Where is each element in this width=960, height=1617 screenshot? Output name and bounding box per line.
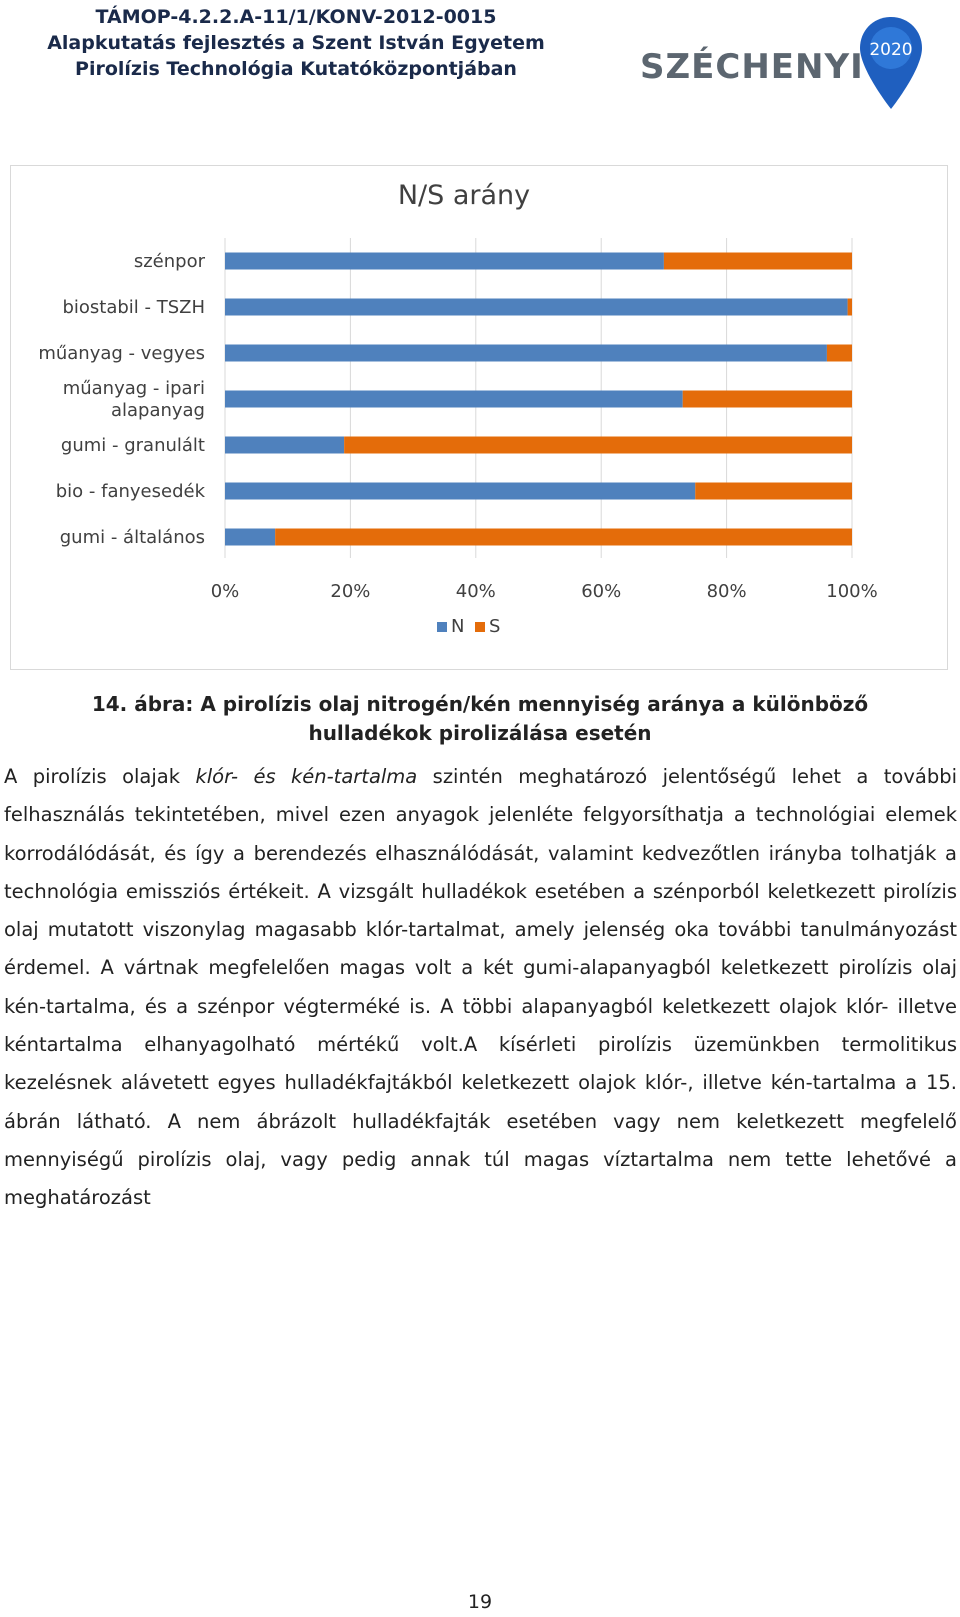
- bar-S: [695, 483, 852, 500]
- category-label: műanyag - ipari: [62, 378, 205, 399]
- bar-N: [225, 437, 344, 454]
- caption-line-1: 14. ábra: A pirolízis olaj nitrogén/kén mennyiség aránya a különböző: [91, 692, 869, 716]
- page-header: [0, 0, 960, 120]
- project-subtitle: Pirolízis Technológia Kutatóközpontjában: [75, 58, 517, 80]
- bar-N: [225, 253, 664, 270]
- project-title: Alapkutatás fejlesztés a Szent István Egyetem: [47, 32, 545, 54]
- bar-S: [827, 345, 852, 362]
- category-label: biostabil - TSZH: [62, 297, 205, 318]
- figure-caption: [0, 690, 960, 748]
- body-paragraph: [4, 758, 957, 1218]
- x-tick-label: 20%: [330, 581, 371, 602]
- bar-N: [225, 345, 827, 362]
- bar-N: [225, 391, 683, 408]
- legend-label: N: [451, 616, 465, 637]
- page-number: 19: [467, 1591, 493, 1613]
- caption-line-2: hulladékok pirolizálása esetén: [308, 721, 652, 745]
- project-header: [46, 4, 546, 82]
- x-tick-label: 80%: [706, 581, 747, 602]
- category-label: műanyag - vegyes: [38, 343, 205, 364]
- bar-N: [225, 299, 848, 316]
- bar-N: [225, 483, 695, 500]
- x-tick-label: 60%: [581, 581, 622, 602]
- logo-year: 2020: [869, 40, 913, 60]
- x-tick-label: 0%: [210, 581, 240, 602]
- body-text-rest: szintén meghatározó jelentőségű lehet a további felhasználás tekintetében, mivel ezen anyagok jelenléte felgyorsíthatja a technológiai elemek korrodálódását, és így a berendezés elhasználódását, valamint kedvezőtlen irányba tolhatják a technológia emissziós értékeit. A vizsgált hulladékok esetében a szénporból keletkezett pirolízis olaj mutatott viszonylag magasabb klór-tartalmat, amely jelenség oka további tanulmányozást érdemel. A vártnak megfelelően magas volt a két gumi-alapanyagból keletkezett pirolízis olaj kén-tartalma, és a szénpor végterméké is. A többi alapanyagból keletkezett olajok klór- illetve kéntartalma elhanyagolható mértékű volt.A kísérleti pirolízis üzemünkben termolitikus kezelésnek alávetett egyes hulladékfajtákból keletkezett olajok klór-, illetve kén-tartalma a 15. ábrán látható. A nem ábrázolt hulladékfajták esetében vagy nem keletkezett megfelelő mennyiségű pirolízis olaj, vagy pedig annak túl magas víztartalma nem tette lehetővé a meghatározást: [4, 765, 958, 1210]
- legend-swatch-S: [475, 622, 485, 632]
- body-text-start: A pirolízis olajak: [4, 765, 196, 788]
- category-label: gumi - granulált: [60, 435, 205, 456]
- bar-S: [848, 299, 852, 316]
- category-label: szénpor: [133, 251, 205, 272]
- bar-S: [683, 391, 852, 408]
- n-s-ratio-chart: [11, 166, 947, 669]
- category-label: bio - fanyesedék: [55, 481, 205, 502]
- legend-label: S: [489, 616, 501, 637]
- category-label: alapanyag: [110, 400, 205, 421]
- project-code: TÁMOP-4.2.2.A-11/1/KONV-2012-0015: [95, 6, 497, 28]
- category-label: gumi - általános: [59, 527, 205, 548]
- body-text-italic: klór- és kén-tartalma: [195, 765, 418, 788]
- logo-wordmark: SZÉCHENYI: [640, 47, 864, 87]
- bar-N: [225, 529, 275, 546]
- bar-S: [275, 529, 852, 546]
- chart-title: N/S arány: [397, 180, 531, 211]
- bar-S: [344, 437, 852, 454]
- szechenyi-2020-logo: [640, 15, 930, 115]
- x-tick-label: 40%: [455, 581, 496, 602]
- legend-swatch-N: [437, 622, 447, 632]
- bar-S: [664, 253, 852, 270]
- location-pin-icon: [858, 15, 924, 111]
- x-tick-label: 100%: [826, 581, 878, 602]
- chart-frame: [10, 165, 948, 670]
